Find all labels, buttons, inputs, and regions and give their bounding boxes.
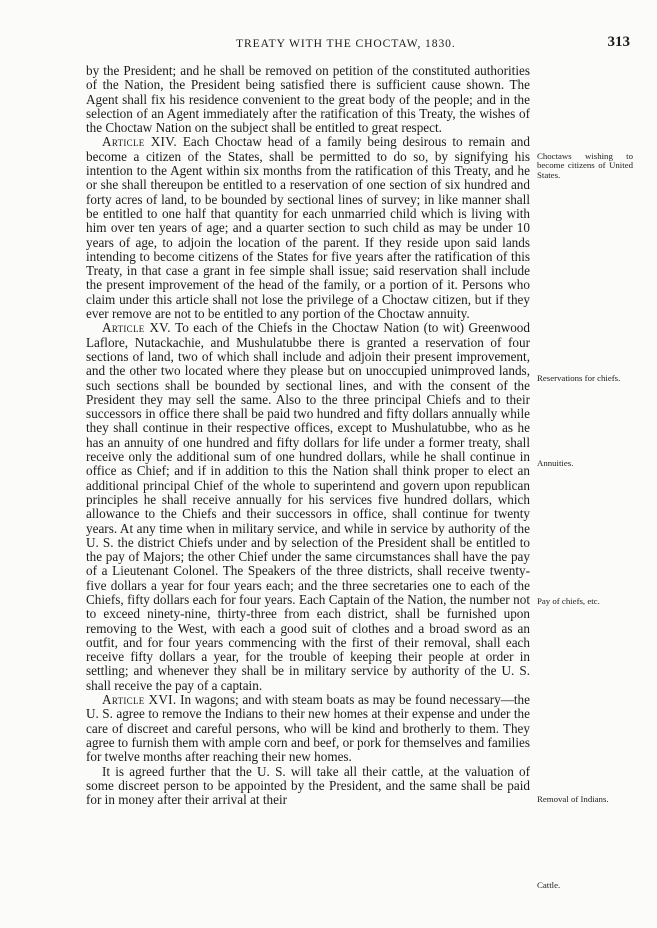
paragraph-text: It is agreed further that the U. S. will take all their cattle, at the valuation of some discreet person to be appointed by the President, and the same shall be paid for in money after their arrival at their <box>86 763 530 808</box>
running-title: TREATY WITH THE CHOCTAW, 1830. <box>236 37 456 50</box>
page-number: 313 <box>607 34 630 50</box>
paragraph-article-xiv <box>86 135 530 321</box>
paragraph-agent-residence <box>86 64 530 135</box>
margin-note-citizens: Choctaws wishing to become citizens of United States. <box>537 151 633 180</box>
paragraph-text: To each of the Chiefs in the Choctaw Nation (to wit) Greenwood Laflore, Nutackachie, and Mushulatubbe there is granted a reservation of four sections of land, two of which shall include and adjoin their present improvement, and the other two located where they please but on unoccupied unimproved lands, such sections shall be bounded by sectional lines, and with the consent of the President they may sell the same. Also to the three principal Chiefs and to their successors in office there shall be paid two hundred and fifty dollars annually while they shall continue in their respective offices, except to Mushulatubbe, who as he has an annuity of one hundred and fifty dollars for life under a former treaty, shall receive only the additional sum of one hundred dollars, while he shall continue in office as Chief; and if in addition to this the Nation shall think proper to elect an additional principal Chief of the whole to superintend and govern upon republican principles he shall receive annually for his services five hundred dollars, which allowance to the Chiefs and their successors in office, shall continue for twenty years. At any time when in military service, and while in service by authority of the U. S. the district Chiefs under and by selection of the President shall be entitled to the pay of Majors; the other Chief under the same circumstances shall have the pay of a Lieutenant Colonel. The Speakers of the three districts, shall receive twenty-five dollars a year for four years each; and the three secretaries one to each of the Chiefs, fifty dollars each for four years. Each Captain of the Nation, the number not to exceed ninety-nine, thirty-three from each district, shall be furnished upon removing to the West, with each a good suit of clothes and a broad sword as an outfit, and for four years commencing with the first of their removal, shall each receive fifty dollars a year, for the trouble of keeping their people at order in settling; and whenever they shall be in military service by authority of the U. S. shall receive the pay of a captain. <box>86 320 530 693</box>
margin-note-annuities: Annuities. <box>537 458 574 468</box>
paragraph-article-xv <box>86 321 530 693</box>
article-label: Article XV. <box>102 320 171 336</box>
article-label: Article XIV. <box>102 134 177 150</box>
paragraph-text: by the President; and he shall be removed on petition of the constituted authorities of the Nation, the President being satisfied there is sufficient cause shown. The Agent shall fix his residence convenient to the great body of the people; and in the selection of an Agent immediately after the ratification of this Treaty, the wishes of the Choctaw Nation on the subject shall be entitled to great respect. <box>86 63 530 136</box>
paragraph-cattle <box>86 765 530 808</box>
page-header <box>86 34 630 56</box>
treaty-body <box>86 64 530 807</box>
paragraph-text: In wagons; and with steam boats as may be found necessary—the U. S. agree to remove the Indians to their new homes at their expense and under the care of discreet and careful persons, who will be kind and brotherly to them. They agree to furnish them with ample corn and beef, or pork for themselves and families for twelve months after reaching their new homes. <box>86 692 530 765</box>
margin-note-reservations: Reservations for chiefs. <box>537 373 621 383</box>
margin-note-pay-of-chiefs: Pay of chiefs, etc. <box>537 596 600 606</box>
article-label: Article XVI. <box>102 692 177 708</box>
margin-note-cattle: Cattle. <box>537 880 561 890</box>
paragraph-text: Each Choctaw head of a family being desirous to remain and become a citizen of the States, shall be permitted to do so, by signifying his intention to the Agent within six months from the ratification of this Treaty, and he or she shall thereupon be entitled to a reservation of one section of six hundred and forty acres of land, to be bounded by sectional lines of survey; in like manner shall be entitled to one half that quantity for each unmarried child which is living with him over ten years of age; and a quarter section to such child as may be under 10 years of age, to adjoin the location of the parent. If they reside upon said lands intending to become citizens of the States for five years after the ratification of this Treaty, in that case a grant in fee simple shall issue; said reservation shall include the present improvement of the head of the family, or a portion of it. Persons who claim under this article shall not lose the privilege of a Choctaw citizen, but if they ever remove are not to be entitled to any portion of the Choctaw annuity. <box>86 134 530 322</box>
margin-note-removal: Removal of Indians. <box>537 794 609 804</box>
paragraph-article-xvi <box>86 693 530 764</box>
